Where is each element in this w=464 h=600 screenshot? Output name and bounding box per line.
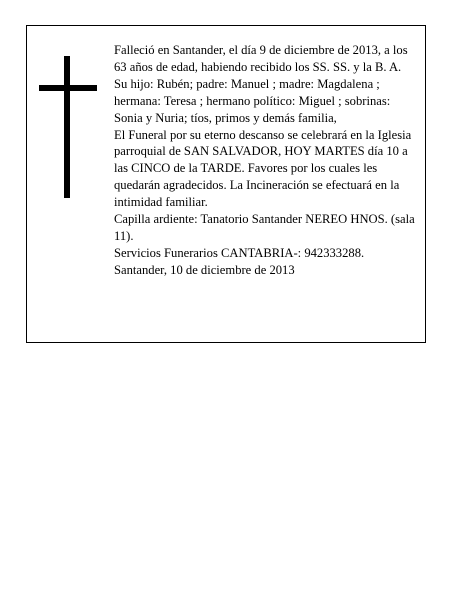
cross-icon <box>39 56 97 198</box>
cross-horizontal-bar <box>39 85 97 91</box>
place-and-date: Santander, 10 de diciembre de 2013 <box>114 262 295 277</box>
chapel-info: Capilla ardiente: Tanatorio Santander NEREO HNOS. (sala 11). <box>114 212 415 243</box>
cross-vertical-bar <box>64 56 70 198</box>
death-announcement: Falleció en Santander, el día 9 de diciembre de 2013, a los 63 años de edad, habiendo recibido los SS. SS. y la B. A. <box>114 43 408 74</box>
funeral-details: El Funeral por su eterno descanso se celebrará en la Iglesia parroquial de SAN SALVADOR, HOY MARTES día 10 a las CINCO de la TARDE. Favores por los cuales les quedarán agradecidos. La Incineración se efectuará en la intimidad familiar. <box>114 127 412 210</box>
obituary-notice <box>26 25 426 343</box>
notice-text <box>114 42 420 279</box>
funeral-services-contact: Servicios Funerarios CANTABRIA-: 942333288. <box>114 245 365 260</box>
family-list: Su hijo: Rubén; padre: Manuel ; madre: Magdalena ; hermana: Teresa ; hermano político: Miguel ; sobrinas: Sonia y Nuria; tíos, primos y demás familia, <box>114 76 391 125</box>
